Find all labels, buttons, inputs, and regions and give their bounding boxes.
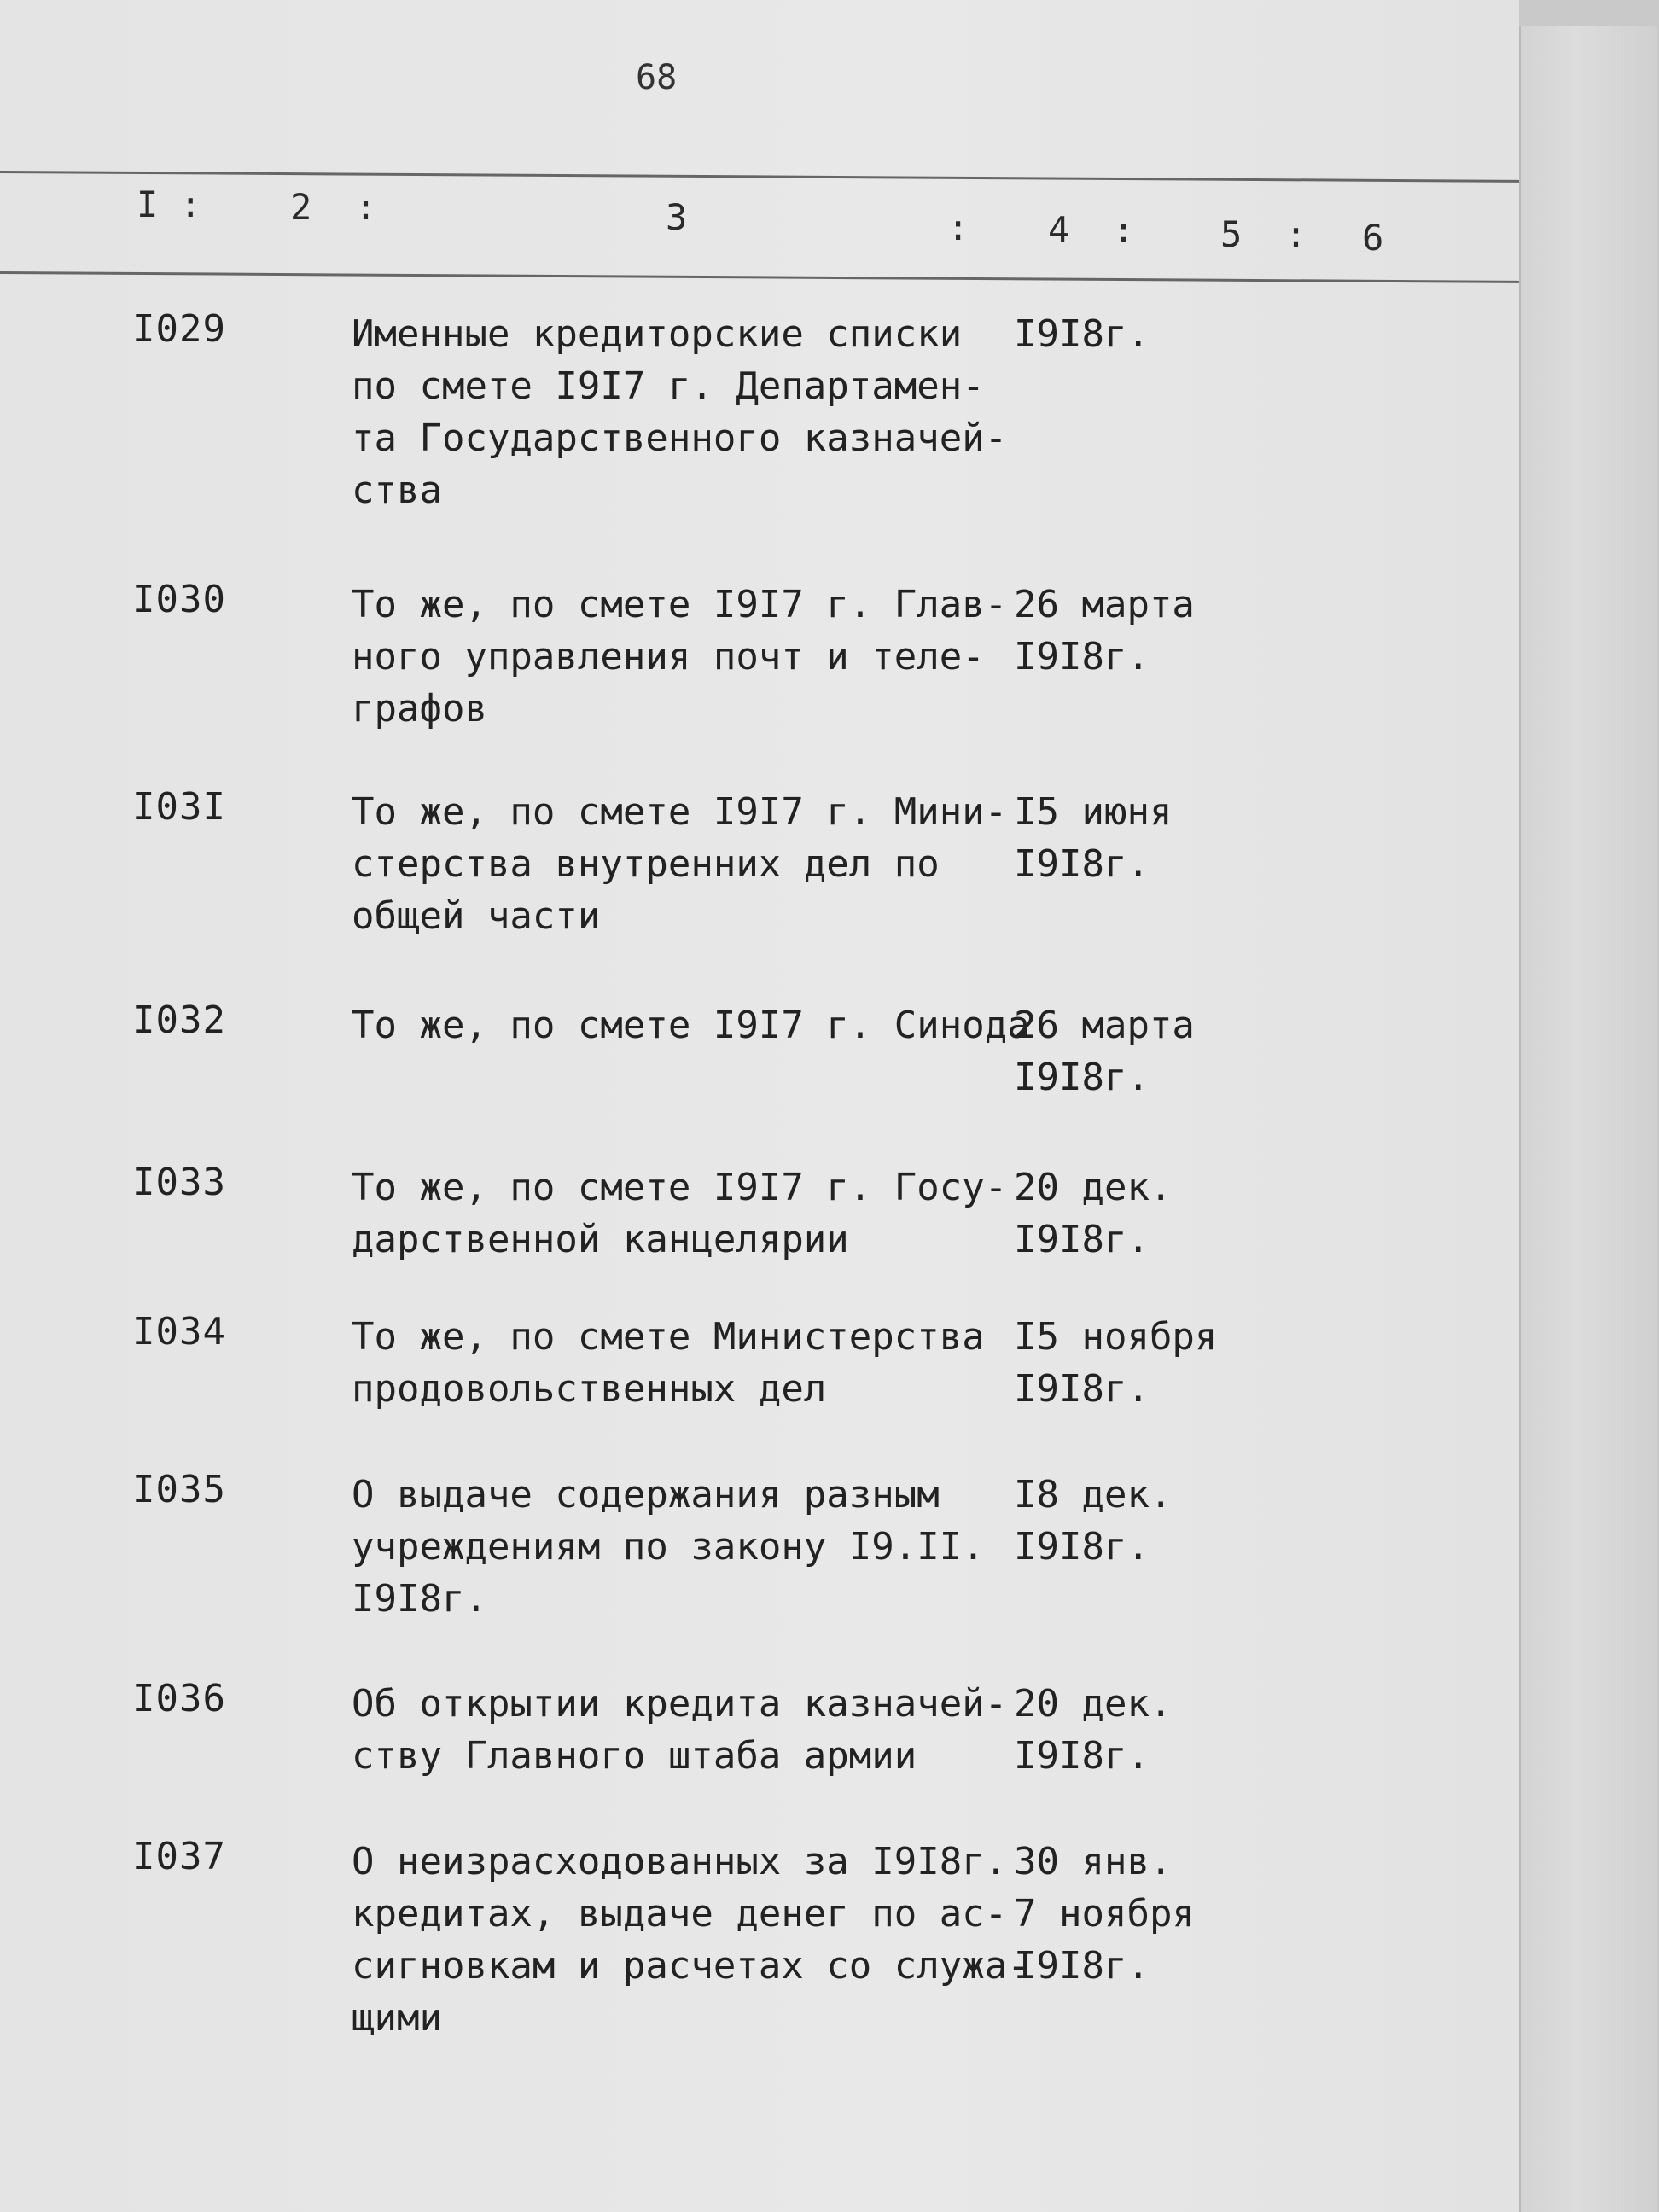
entry-date (1014, 579, 1253, 683)
page-number: 68 (636, 58, 678, 97)
entry-date-line: I9I8г. (1014, 842, 1150, 886)
entry-date (1014, 1311, 1253, 1415)
entry-date (1014, 786, 1253, 890)
entry-date-line: I9I8г. (1014, 1056, 1150, 1099)
entry-title-line: ства (352, 469, 442, 512)
entry-title-line: I9I8г. (352, 1577, 487, 1621)
entry-date (1014, 1161, 1253, 1266)
entry-date-line: I9I8г. (1014, 312, 1150, 356)
entry-title (352, 1836, 1030, 2044)
entry-title-line: щими (352, 1996, 442, 2040)
entry-number: I030 (132, 578, 226, 621)
entry-title-line: та Государственного казначей- (352, 416, 1008, 460)
column-header-3-sep: : (947, 207, 969, 248)
page-edge (1519, 26, 1657, 2212)
entry-title-line: ного управления почт и теле- (352, 635, 985, 678)
column-header-1: I : (137, 183, 201, 225)
column-header-3: 3 (666, 196, 688, 238)
entry-date-line: I5 ноября (1014, 1315, 1218, 1359)
entry-date-line: I9I8г. (1014, 1734, 1150, 1778)
entry-date-line: 20 дек. (1014, 1166, 1173, 1209)
entry-title-line: Об открытии кредита казначей- (352, 1682, 1008, 1726)
entry-title-line: общей части (352, 894, 601, 938)
entry-title (352, 1469, 1017, 1625)
entry-date (1014, 999, 1253, 1103)
entry-title-line: дарственной канцелярии (352, 1218, 849, 1261)
entry-date-line: 7 ноября (1014, 1892, 1195, 1936)
entry-number: I035 (132, 1468, 226, 1511)
entry-date-line: 26 марта (1014, 583, 1195, 626)
entry-number: I032 (132, 998, 226, 1042)
entry-date (1014, 1469, 1253, 1573)
header-top-rule (0, 171, 1519, 183)
entry-date (1014, 1678, 1253, 1782)
entry-title-line: То же, по смете I9I7 г. Глав- (352, 583, 1008, 626)
entry-title-line: сигновкам и расчетах со служа- (352, 1944, 1030, 1988)
entry-title-line: О неизрасходованных за I9I8г. (352, 1840, 1008, 1883)
entry-date-line: I9I8г. (1014, 1218, 1150, 1261)
entry-title-line: О выдаче содержания разным (352, 1473, 940, 1516)
entry-date-line: I9I8г. (1014, 1944, 1150, 1988)
entry-title (352, 308, 1017, 516)
entry-title-line: продовольственных дел (352, 1367, 827, 1411)
entry-title (352, 1161, 1017, 1266)
entry-title (352, 579, 1017, 735)
entry-title-line: ству Главного штаба армии (352, 1734, 917, 1778)
entry-date-line: I9I8г. (1014, 635, 1150, 678)
entry-number: I033 (132, 1161, 226, 1204)
entry-date-line: 30 янв. (1014, 1840, 1173, 1883)
column-header-6: 6 (1362, 217, 1384, 259)
entry-date-line: 26 марта (1014, 1004, 1195, 1047)
column-header-4: 4 : (1048, 209, 1135, 251)
column-header-5: 5 : (1220, 213, 1307, 255)
entry-date-line: 20 дек. (1014, 1682, 1173, 1726)
entry-number: I036 (132, 1677, 226, 1720)
entry-title (352, 1311, 1017, 1415)
entry-number: I029 (132, 307, 226, 351)
entry-title-line: кредитах, выдаче денег по ас- (352, 1892, 1008, 1936)
entry-title-line: стерства внутренних дел по (352, 842, 940, 886)
entry-number: I037 (132, 1835, 226, 1878)
entry-date-line: I5 июня (1014, 790, 1173, 834)
entry-number: I03I (132, 785, 226, 829)
entry-title-line: То же, по смете I9I7 г. Синода (352, 1004, 1030, 1047)
entry-date-line: I9I8г. (1014, 1525, 1150, 1569)
entry-title-line: То же, по смете I9I7 г. Мини- (352, 790, 1008, 834)
entry-title-line: То же, по смете I9I7 г. Госу- (352, 1166, 1008, 1209)
header-bottom-rule (0, 271, 1519, 283)
entry-date (1014, 308, 1253, 360)
entry-title-line: по смете I9I7 г. Департамен- (352, 364, 985, 408)
entry-title-line: учреждениям по закону I9.II. (352, 1525, 985, 1569)
entry-date-line: I9I8г. (1014, 1367, 1150, 1411)
entry-date (1014, 1836, 1253, 1992)
entry-title-line: графов (352, 687, 487, 731)
column-header-2: 2 : (290, 186, 377, 228)
entry-title (352, 1678, 1017, 1782)
entry-title-line: Именные кредиторские списки (352, 312, 963, 356)
entry-date-line: I8 дек. (1014, 1473, 1173, 1516)
entry-number: I034 (132, 1310, 226, 1353)
entry-title (352, 786, 1017, 942)
entry-title (352, 999, 1030, 1051)
entry-title-line: То же, по смете Министерства (352, 1315, 985, 1359)
